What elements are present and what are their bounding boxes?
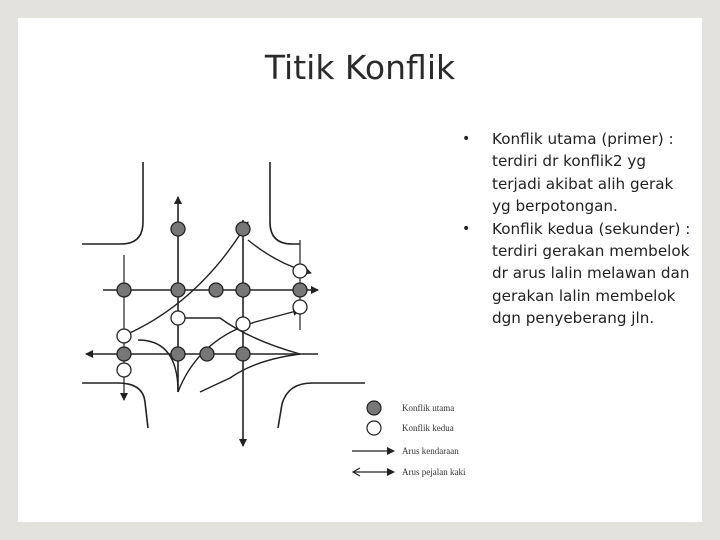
secondary-conflict-point bbox=[236, 317, 250, 331]
pedestrian-crossings bbox=[124, 240, 300, 400]
legend-primary-symbol bbox=[367, 401, 381, 415]
secondary-conflict-point bbox=[117, 329, 131, 343]
bullet-primary-conflict bbox=[462, 128, 692, 218]
bullet-dot: • bbox=[462, 131, 471, 147]
turn-from-north-to-west bbox=[138, 340, 178, 392]
secondary-conflict-point bbox=[117, 363, 131, 377]
vehicle-straight-flows bbox=[86, 197, 318, 446]
curb-top-right bbox=[270, 162, 300, 244]
curb-top-left bbox=[82, 162, 143, 244]
primary-conflict-point bbox=[236, 347, 250, 361]
legend-primary-label: Konflik utama bbox=[402, 403, 455, 413]
bullet-list bbox=[462, 128, 692, 330]
primary-conflict-point bbox=[171, 347, 185, 361]
bullet-secondary-conflict bbox=[462, 218, 692, 330]
legend-pedestrian-label: Arus pejalan kaki bbox=[402, 467, 466, 477]
legend-secondary-label: Konflik kedua bbox=[402, 423, 454, 433]
legend-symbols bbox=[352, 401, 394, 476]
secondary-conflict-points bbox=[117, 264, 307, 377]
bullet-dot: • bbox=[462, 220, 471, 237]
primary-conflict-point bbox=[200, 347, 214, 361]
bullet-text: Konflik utama (primer) : terdiri dr konflik2 yg terjadi akibat alih gerak yg berpotongan. bbox=[492, 130, 674, 216]
legend-secondary-symbol bbox=[367, 421, 381, 435]
turn-west-south-left bbox=[200, 354, 300, 392]
primary-conflict-point bbox=[117, 283, 131, 297]
primary-conflict-point bbox=[236, 222, 250, 236]
vehicle-turning-flows bbox=[123, 222, 311, 392]
secondary-conflict-point bbox=[293, 300, 307, 314]
primary-conflict-point bbox=[209, 283, 223, 297]
curb-bottom-right bbox=[278, 383, 365, 428]
primary-conflict-point bbox=[171, 283, 185, 297]
primary-conflict-point bbox=[171, 222, 185, 236]
primary-conflict-point bbox=[293, 283, 307, 297]
primary-conflict-point bbox=[117, 347, 131, 361]
slide-title: Titik Konflik bbox=[264, 48, 456, 87]
legend-vehicle-label: Arus kendaraan bbox=[402, 446, 459, 456]
primary-conflict-point bbox=[236, 283, 250, 297]
curb-bottom-left bbox=[82, 383, 148, 428]
bullet-text: Konflik kedua (sekunder) : terdiri gerakan membelok dr arus lalin melawan dan gerakan lalin membelok dgn penyeberang jln. bbox=[492, 219, 691, 328]
secondary-conflict-point bbox=[171, 311, 185, 325]
secondary-conflict-point bbox=[293, 264, 307, 278]
